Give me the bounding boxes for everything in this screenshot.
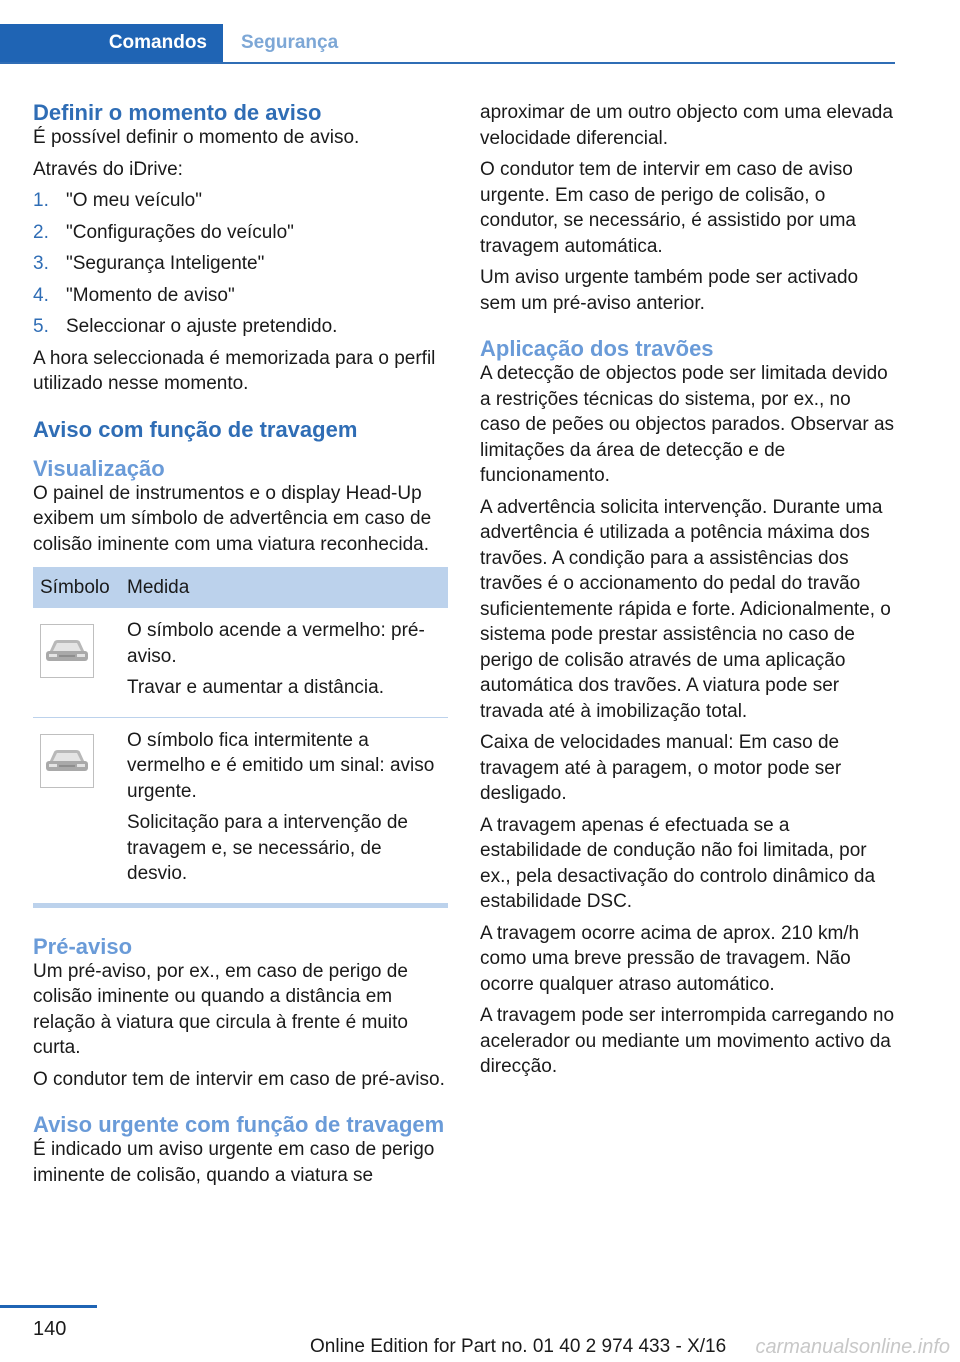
paragraph: A travagem ocorre acima de aprox. 210 km/h como uma breve pressão de travagem. Não ocorre qualquer atraso automático. — [480, 922, 860, 995]
left-column — [33, 100, 448, 1194]
paragraph: A advertência solicita intervenção. Durante uma advertência é utilizada a potência máxima dos travões. A condição para a assistências dos travões é o accionamento do pedal do travão suficientemente rápida e forte. Adicionalmente, o sistema pode prestar assistência no caso de perigo de colisão através de uma aplicação automática dos travões. A viatura pode ser travada até à imobilização total. — [480, 496, 891, 722]
paragraph: A travagem apenas é efectuada se a estabilidade de condução não foi limitada, por ex., pela desactivação do controlo dinâmico da estabilidade DSC. — [480, 814, 876, 912]
list-item: 1. "O meu veículo" — [33, 190, 202, 211]
list-item: 4. "Momento de aviso" — [33, 284, 235, 306]
watermark: carmanualsonline.info — [755, 1336, 950, 1358]
paragraph: A hora seleccionada é memorizada para o perfil utilizado nesse momento. — [33, 347, 436, 394]
tab-seguranca[interactable]: Segurança — [241, 32, 339, 53]
paragraph: Um pré-aviso, por ex., em caso de perigo de colisão iminente ou quando a distância em relação à viatura que circula à frente é muito curta. — [33, 960, 408, 1058]
car-warning-icon — [40, 734, 94, 788]
car-warning-icon — [40, 624, 94, 678]
paragraph: Caixa de velocidades manual: Em caso de travagem até à paragem, o motor pode ser desligado. — [480, 732, 842, 804]
edition-text: Online Edition for Part no. 01 40 2 974 433 - X/16 — [310, 1336, 727, 1357]
heading-urgente: Aviso urgente com função de travagem — [33, 1112, 445, 1137]
paragraph: A detecção de objectos pode ser limitada devido a restrições técnicas do sistema, por ex., no caso de peões ou objectos parados. Observar as limitações da área de detecção e de funcionamento. — [480, 363, 895, 486]
cell-text: O símbolo fica intermitente a vermelho e é emitido um sinal: aviso urgente. — [127, 729, 435, 802]
paragraph: Um aviso urgente também pode ser activado sem um pré-aviso anterior. — [480, 267, 859, 314]
paragraph: A travagem pode ser interrompida carregando no acelerador ou mediante um movimento activo da direcção. — [480, 1005, 895, 1077]
paragraph: É indicado um aviso urgente em caso de perigo iminente de colisão, quando a viatura se — [33, 1139, 435, 1186]
paragraph: Através do iDrive: — [33, 158, 183, 180]
paragraph: aproximar de um outro objecto com uma elevada velocidade diferencial. — [480, 102, 893, 149]
symbol-table — [33, 567, 448, 903]
paragraph: O condutor tem de intervir em caso de aviso urgente. Em caso de perigo de colisão, o condutor, se necessário, é assistido por uma travagem automática. — [480, 159, 856, 257]
cell-text: Solicitação para a intervenção de travagem e, se necessário, de desvio. — [127, 812, 408, 884]
footer-rule — [0, 1305, 97, 1308]
list-item: 5. Seleccionar o ajuste pretendido. — [33, 316, 338, 337]
paragraph: O painel de instrumentos e o display Head-Up exibem um símbolo de advertência em caso de colisão iminente com uma viatura reconhecida. — [33, 482, 432, 555]
cell-text: Travar e aumentar a distância. — [127, 677, 384, 698]
page-number: 140 — [33, 1318, 67, 1340]
paragraph: É possível definir o momento de aviso. — [33, 127, 360, 148]
heading-definir: Definir o momento de aviso — [33, 100, 322, 125]
paragraph: O condutor tem de intervir em caso de pré-aviso. — [33, 1068, 445, 1090]
table-row — [33, 608, 448, 717]
header-tabs — [0, 24, 895, 64]
list-item: 2. "Configurações do veículo" — [33, 221, 294, 243]
steps-list — [33, 188, 448, 340]
right-column — [480, 100, 895, 1086]
cell-text: O símbolo acende a vermelho: pré-aviso. — [127, 620, 425, 667]
heading-visualizacao: Visualização — [33, 455, 165, 481]
tab-comandos[interactable]: Comandos — [0, 24, 223, 62]
heading-preaviso: Pré-aviso — [33, 933, 133, 959]
col-header-medida: Medida — [118, 567, 448, 608]
list-item: 3. "Segurança Inteligente" — [33, 253, 265, 274]
heading-aplicacao: Aplicação dos travões — [480, 336, 714, 361]
heading-aviso-funcao: Aviso com função de travagem — [33, 416, 358, 442]
table-row — [33, 717, 448, 903]
col-header-simbolo: Símbolo — [33, 567, 118, 608]
